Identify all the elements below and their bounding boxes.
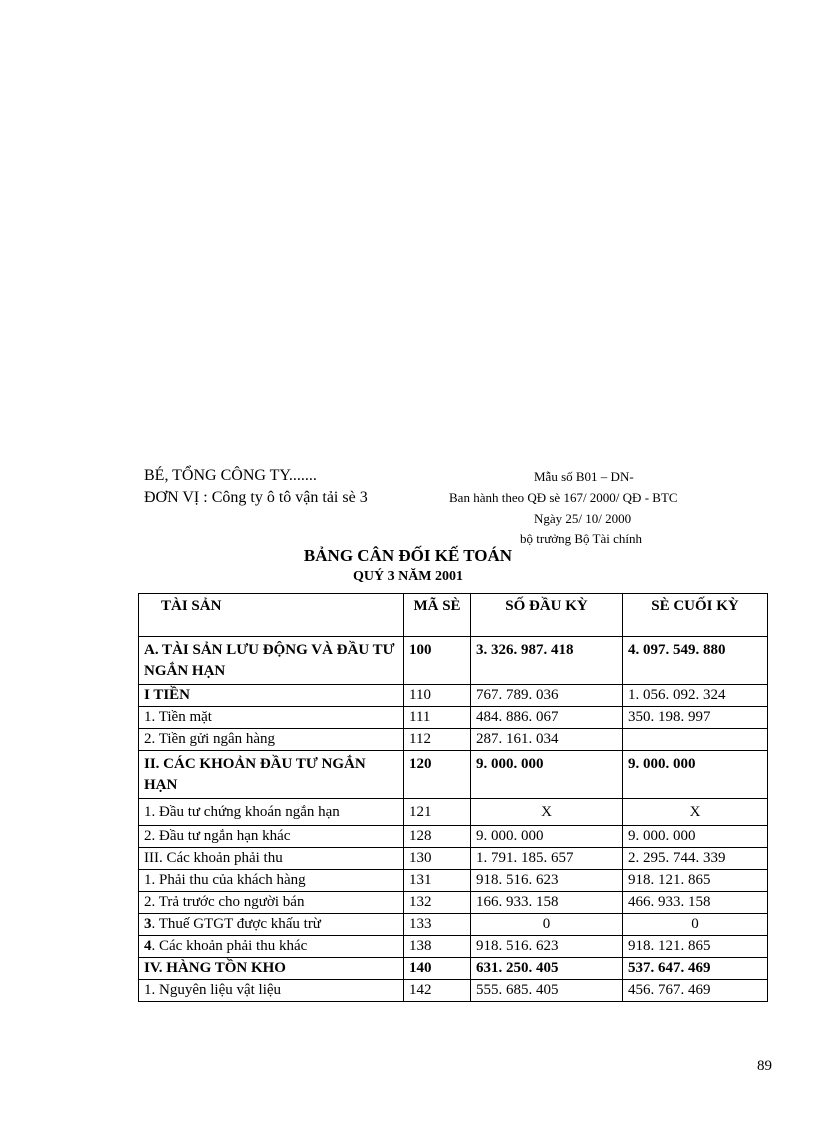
row-start: 166. 933. 158 [471, 892, 623, 914]
row-end: 456. 767. 469 [623, 980, 768, 1002]
row-label-num: 4 [144, 938, 152, 954]
row-start: 484. 886. 067 [471, 707, 623, 729]
row-start: 631. 250. 405 [471, 958, 623, 980]
row-label: 2. Tiền gửi ngân hàng [139, 729, 404, 751]
row-label: 2. Trả trước cho người bán [139, 892, 404, 914]
col-header-start: SỐ ĐẦU KỲ [471, 594, 623, 637]
row-code: 138 [404, 936, 471, 958]
row-label: IV. HÀNG TỒN KHO [139, 958, 404, 980]
col-header-assets: TÀI SẢN [139, 594, 404, 637]
row-end: 2. 295. 744. 339 [623, 848, 768, 870]
table-row [139, 637, 768, 685]
row-end [623, 729, 768, 751]
row-start: 9. 000. 000 [471, 751, 623, 799]
table-header-row [139, 594, 768, 637]
header-issued: Ban hành theo QĐ sè 167/ 2000/ QĐ - BTC [449, 490, 678, 505]
row-start: 9. 000. 000 [471, 826, 623, 848]
row-label-text: . Thuế GTGT được khấu trừ [151, 916, 321, 932]
row-start: 555. 685. 405 [471, 980, 623, 1002]
row-code: 121 [404, 799, 471, 826]
row-code: 132 [404, 892, 471, 914]
table-row [139, 685, 768, 707]
row-end: 350. 198. 997 [623, 707, 768, 729]
header-form-no: Mẫu số B01 – DN- [534, 469, 634, 484]
row-label: III. Các khoản phải thu [139, 848, 404, 870]
balance-sheet-table [138, 593, 768, 1002]
row-start: 918. 516. 623 [471, 936, 623, 958]
row-label: 1. Đầu tư chứng khoán ngắn hạn [139, 799, 404, 826]
row-code: 120 [404, 751, 471, 799]
row-end: 0 [623, 914, 768, 936]
row-label [139, 936, 404, 958]
row-start: 3. 326. 987. 418 [471, 637, 623, 685]
document-title: BẢNG CÂN ĐỐI KẾ TOÁN [303, 546, 513, 565]
row-start: X [471, 799, 623, 826]
row-label: 2. Đầu tư ngắn hạn khác [139, 826, 404, 848]
row-label: I TIỀN [139, 685, 404, 707]
table-row [139, 848, 768, 870]
row-label [139, 914, 404, 936]
row-label: 1. Nguyên liệu vật liệu [139, 980, 404, 1002]
row-label: II. CÁC KHOẢN ĐẦU TƯ NGẮN HẠN [139, 751, 404, 799]
row-end: X [623, 799, 768, 826]
col-header-end: SÈ CUỐI KỲ [623, 594, 768, 637]
row-end: 4. 097. 549. 880 [623, 637, 768, 685]
table-row [139, 870, 768, 892]
row-code: 111 [404, 707, 471, 729]
row-label: 1. Tiền mặt [139, 707, 404, 729]
row-start: 1. 791. 185. 657 [471, 848, 623, 870]
row-end: 918. 121. 865 [623, 870, 768, 892]
table-row [139, 799, 768, 826]
header-date: Ngày 25/ 10/ 2000 [534, 511, 632, 526]
row-end: 918. 121. 865 [623, 936, 768, 958]
row-end: 537. 647. 469 [623, 958, 768, 980]
row-code: 130 [404, 848, 471, 870]
page-number: 89 [757, 1058, 772, 1074]
row-start: 767. 789. 036 [471, 685, 623, 707]
table-row [139, 751, 768, 799]
row-label: 1. Phải thu của khách hàng [139, 870, 404, 892]
row-end: 1. 056. 092. 324 [623, 685, 768, 707]
table-row [139, 936, 768, 958]
row-end: 9. 000. 000 [623, 751, 768, 799]
header-unit: ĐƠN VỊ : Công ty ô tô vận tải sè 3 [144, 489, 368, 506]
header-org: BÉ, TỔNG CÔNG TY....... [144, 467, 317, 484]
row-start: 287. 161. 034 [471, 729, 623, 751]
row-start: 918. 516. 623 [471, 870, 623, 892]
col-header-code: MÃ SÈ [404, 594, 471, 637]
table-row [139, 914, 768, 936]
row-start: 0 [471, 914, 623, 936]
row-code: 100 [404, 637, 471, 685]
row-code: 131 [404, 870, 471, 892]
row-code: 110 [404, 685, 471, 707]
row-label: A. TÀI SẢN LƯU ĐỘNG VÀ ĐẦU TƯ NGẮN HẠN [139, 637, 404, 685]
table-row [139, 707, 768, 729]
table-row [139, 980, 768, 1002]
row-end: 466. 933. 158 [623, 892, 768, 914]
table-row [139, 826, 768, 848]
row-label-num: 3 [144, 916, 152, 932]
row-end: 9. 000. 000 [623, 826, 768, 848]
header-ministry: bộ trưởng Bộ Tài chính [520, 531, 643, 546]
row-label-text: . Các khoản phải thu khác [151, 938, 308, 954]
row-code: 133 [404, 914, 471, 936]
table-row [139, 729, 768, 751]
row-code: 140 [404, 958, 471, 980]
document-subtitle: QUÝ 3 NĂM 2001 [352, 569, 464, 584]
row-code: 112 [404, 729, 471, 751]
table-row [139, 892, 768, 914]
row-code: 142 [404, 980, 471, 1002]
row-code: 128 [404, 826, 471, 848]
table-row [139, 958, 768, 980]
